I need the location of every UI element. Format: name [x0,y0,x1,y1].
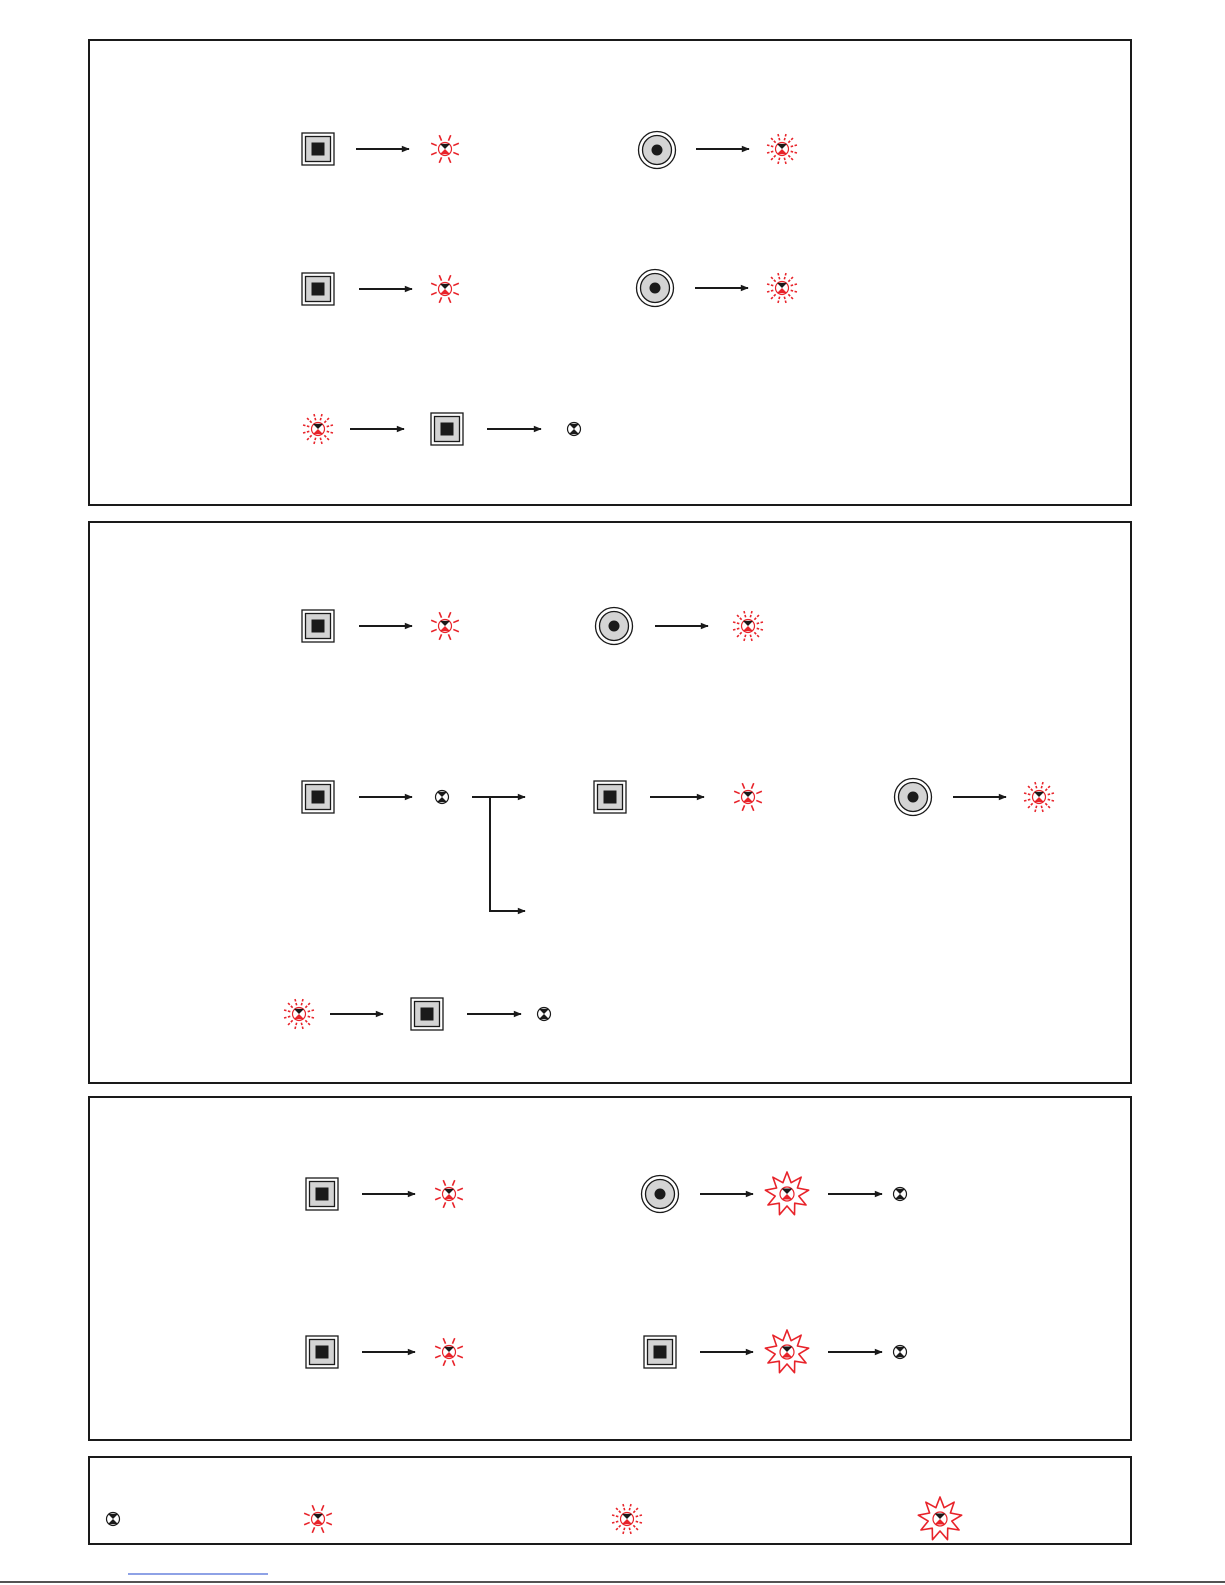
led-flash-icon [765,1330,808,1373]
led-slow-blink-icon [435,1338,463,1366]
led-slow-blink-icon [431,135,459,163]
led-flash-icon [918,1497,961,1540]
led-off-icon [107,1513,120,1526]
square-button-icon [411,998,443,1030]
round-button-icon [639,132,676,169]
led-slow-blink-icon [431,275,459,303]
led-fast-blink-icon [1024,782,1055,813]
led-fast-blink-icon [284,999,315,1030]
led-off-icon [568,423,581,436]
led-slow-blink-icon [734,783,762,811]
round-button-icon [895,779,932,816]
branch-arrow [490,797,525,911]
led-off-icon [538,1008,551,1021]
square-button-icon [306,1178,338,1210]
led-slow-blink-icon [431,612,459,640]
led-slow-blink-icon [435,1180,463,1208]
square-button-icon [644,1336,676,1368]
square-button-icon [302,781,334,813]
legend-panel [89,1457,1131,1544]
led-slow-blink-icon [304,1505,332,1533]
panel-1 [89,40,1131,505]
led-fast-blink-icon [733,611,764,642]
round-button-icon [637,270,674,307]
led-off-icon [894,1346,907,1359]
round-button-icon [642,1176,679,1213]
square-button-icon [302,610,334,642]
square-button-icon [431,413,463,445]
square-button-icon [302,133,334,165]
round-button-icon [596,608,633,645]
led-fast-blink-icon [767,273,798,304]
led-fast-blink-icon [767,134,798,165]
square-button-icon [594,781,626,813]
led-off-icon [436,791,449,804]
square-button-icon [302,273,334,305]
led-flash-icon [765,1172,808,1215]
square-button-icon [306,1336,338,1368]
led-fast-blink-icon [612,1504,643,1535]
panel-3 [89,1097,1131,1440]
led-off-icon [894,1188,907,1201]
led-fast-blink-icon [303,414,334,445]
